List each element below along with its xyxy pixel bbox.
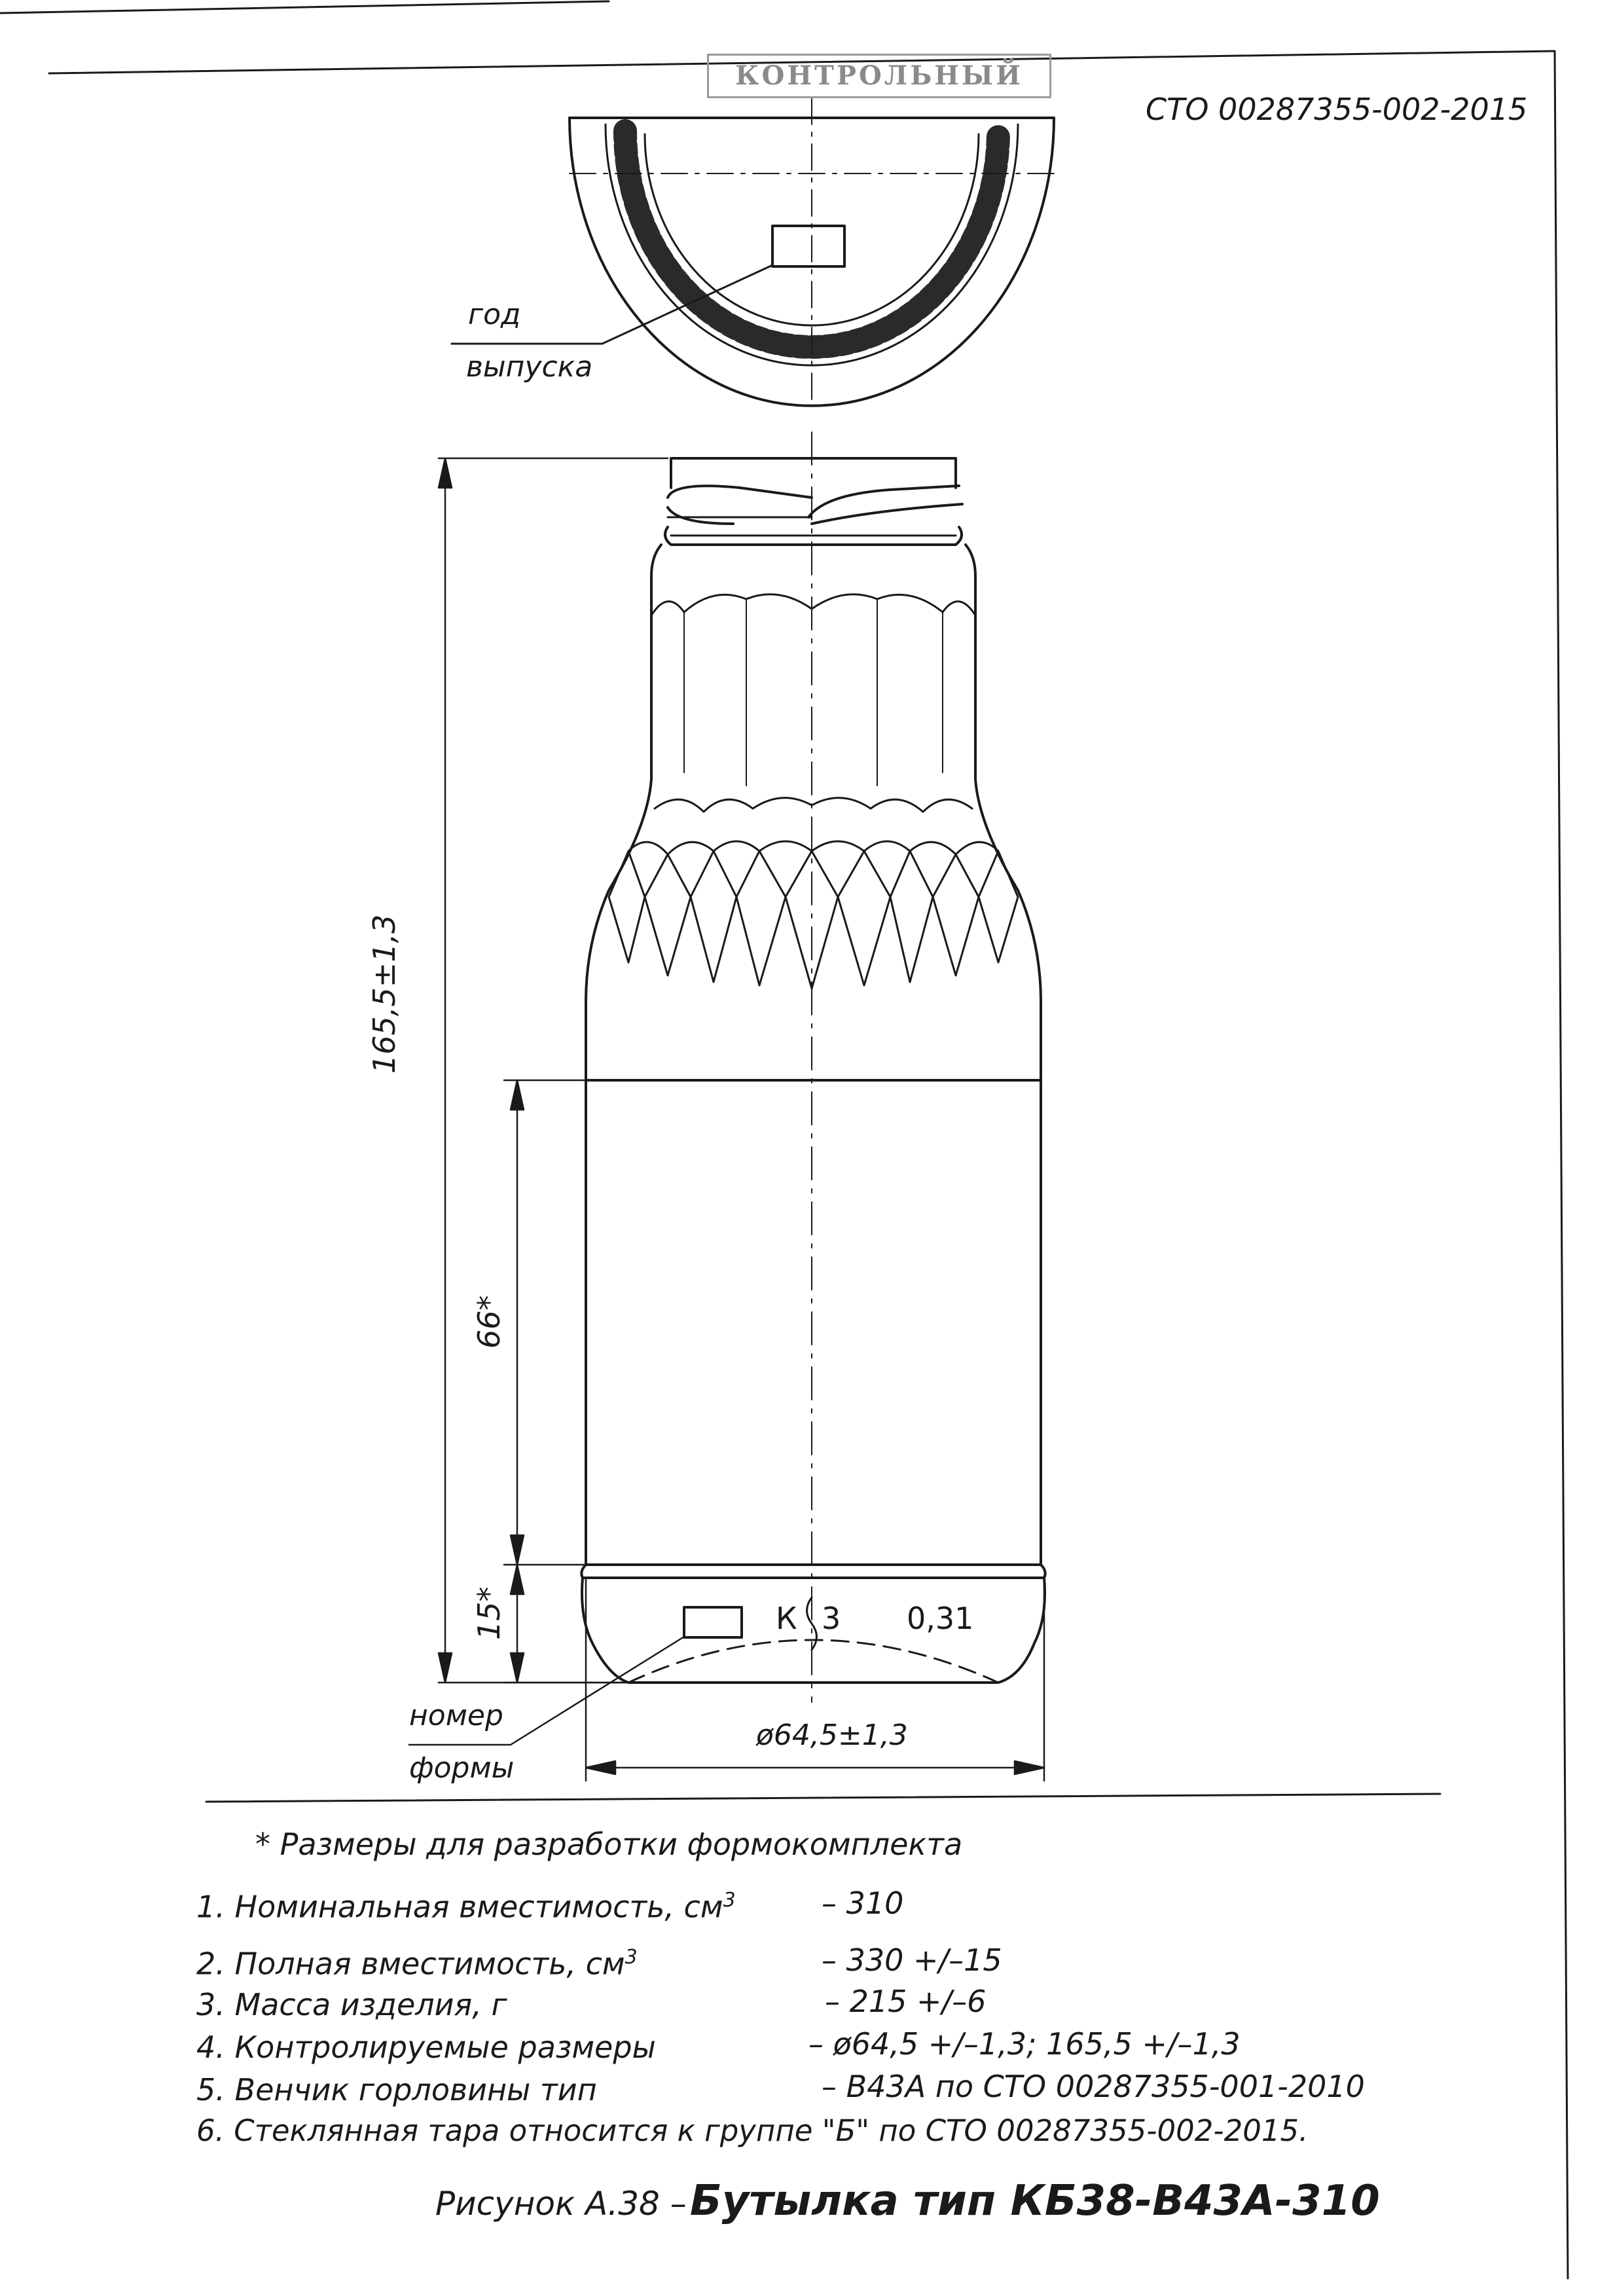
bottom-value: 0,31 (907, 1601, 974, 1636)
year-label-line1: год (468, 298, 521, 331)
document-code: СТО 00287355-002-2015 (1146, 92, 1528, 127)
shoulder-wave-top (655, 798, 972, 812)
upper-scallop (651, 594, 975, 615)
mold-number-box (684, 1607, 742, 1637)
neck-left (651, 545, 661, 779)
thread-2 (808, 486, 962, 524)
figure-caption (435, 2177, 1380, 2225)
dimensions (409, 458, 1044, 1781)
notes-separator (206, 1794, 1440, 1802)
neck-right (966, 545, 975, 779)
mold-label-line1: номер (409, 1699, 503, 1732)
note-item-3-value: – 215 +/–6 (825, 1984, 987, 2019)
body-dimension: 66* (471, 1295, 507, 1349)
note-item-3-label: 3. Масса изделия, г (196, 1987, 507, 2022)
note-item-6: 6. Стеклянная тара относится к группе "Б" по СТО 00287355-002-2015. (196, 2113, 1309, 2148)
sheet-frame (49, 51, 1568, 2278)
neck-facets (684, 599, 943, 786)
bottom-mark-letter: К (776, 1601, 797, 1636)
note-item-2-value: – 330 +/–15 (822, 1942, 1002, 1978)
heel (581, 1565, 1045, 1578)
scan-line (0, 1, 609, 13)
note-item-5-value: – В43А по СТО 00287355-001-2010 (822, 2069, 1365, 2104)
height-dimension: 165,5±1,3 (367, 914, 402, 1074)
bottom-mark-digit: 3 (822, 1601, 841, 1636)
note-item-5-label: 5. Венчик горловины тип (196, 2072, 597, 2107)
mold-label-line2: формы (409, 1751, 515, 1785)
caption-prefix: Рисунок А.38 – (435, 2185, 687, 2223)
shoulder-panels (609, 851, 1018, 989)
note-item-1-value: – 310 (822, 1886, 904, 1921)
bottle-finish (671, 458, 956, 488)
base-dimension: 15* (471, 1586, 507, 1640)
note-item-1-label: 1. Номинальная вместимость, $см^3$ (196, 1889, 736, 1925)
bottle-side-view (581, 432, 1045, 1702)
base-outline (582, 1578, 1045, 1683)
note-item-4-label: 4. Контролируемые размеры (196, 2030, 656, 2065)
note-item-4-value: – ø64,5 +/–1,3; 165,5 +/–1,3 (808, 2026, 1241, 2062)
control-stamp: КОНТРОЛЬНЫЙ (707, 54, 1051, 98)
note-item-2-label: 2. Полная вместимость, $см^3$ (196, 1946, 638, 1982)
year-label-line2: выпуска (466, 350, 593, 384)
caption-title: Бутылка тип КБ38-В43А-310 (689, 2177, 1380, 2225)
asterisk-note: * Размеры для разработки формокомплекта (255, 1827, 963, 1862)
diameter-dimension: ø64,5±1,3 (756, 1719, 908, 1752)
year-mark-box (772, 226, 844, 266)
